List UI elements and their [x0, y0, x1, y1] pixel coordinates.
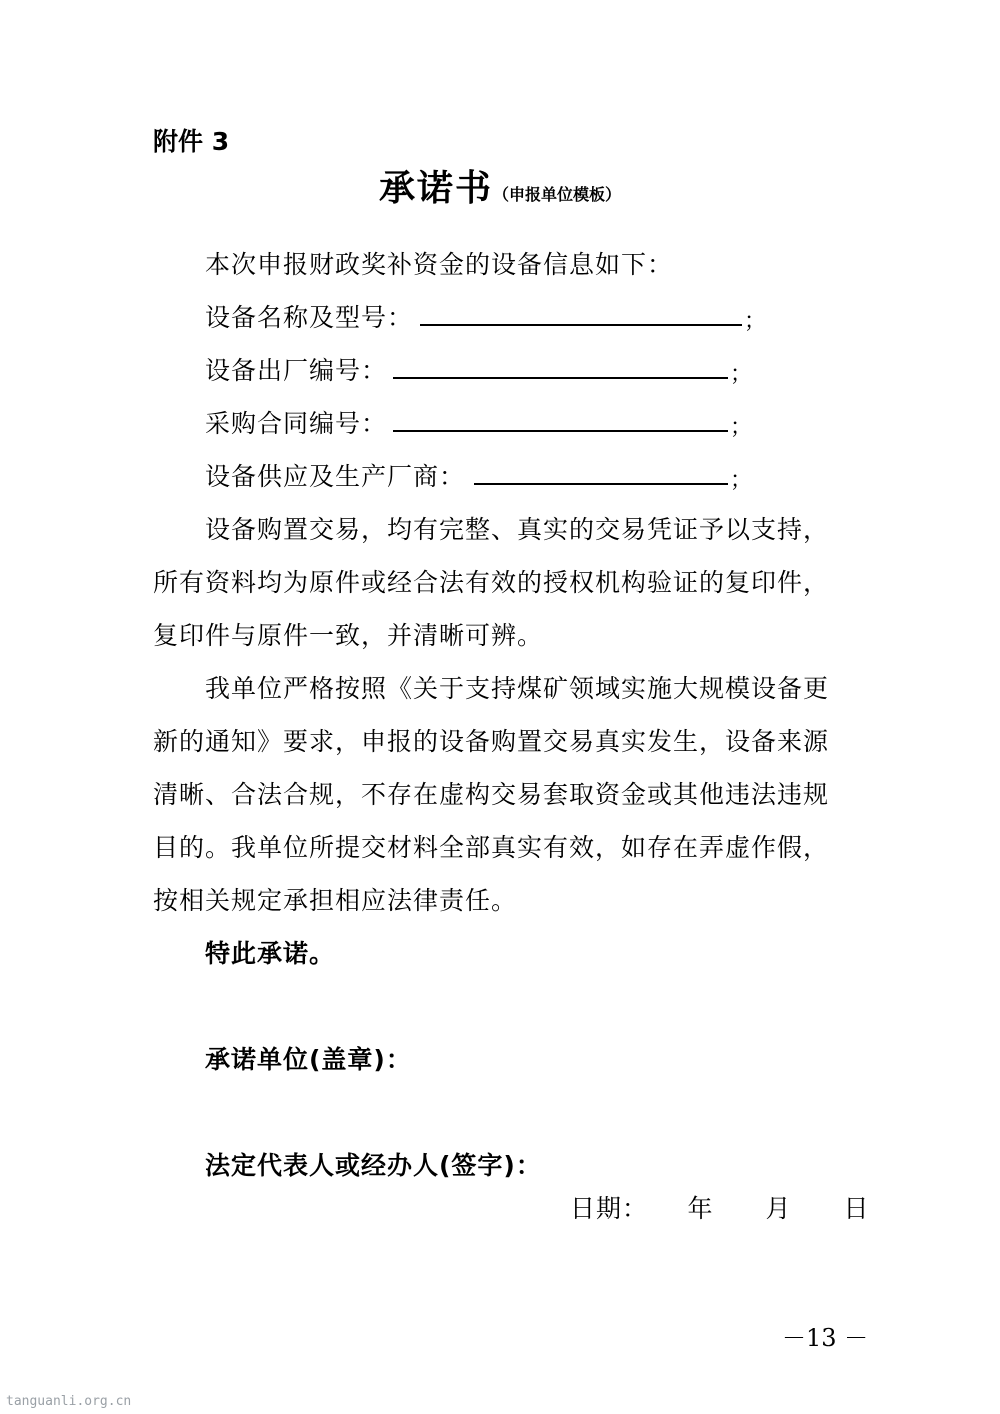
paragraph2-line: 目的。我单位所提交材料全部真实有效，如存在弄虚作假，: [153, 833, 830, 862]
field-end: ；: [730, 468, 753, 493]
sign-unit-label: 承诺单位(盖章)：: [205, 1045, 412, 1074]
paragraph2-line: 清晰、合法合规，不存在虚构交易套取资金或其他违法违规: [153, 780, 830, 809]
field-end: ；: [730, 362, 753, 387]
field-input-serial-number[interactable]: [393, 377, 728, 379]
field-end: ；: [744, 309, 767, 334]
paragraph1-line: 复印件与原件一致，并清晰可辨。: [153, 621, 544, 650]
paragraph2-line: 新的通知》要求，申报的设备购置交易真实发生，设备来源: [153, 727, 830, 756]
field-input-device-name[interactable]: [420, 324, 742, 326]
field-input-contract-number[interactable]: [393, 430, 728, 432]
date-line: 日期： 年 月 日: [570, 1194, 870, 1223]
paragraph2-line: 我单位严格按照《关于支持煤矿领域实施大规模设备更: [205, 674, 830, 703]
field-label-serial-number: 设备出厂编号：: [205, 356, 388, 385]
field-input-supplier[interactable]: [474, 483, 728, 485]
field-label-supplier: 设备供应及生产厂商：: [205, 462, 466, 491]
intro-text: 本次申报财政奖补资金的设备信息如下：: [205, 250, 674, 279]
paragraph1-line: 所有资料均为原件或经合法有效的授权机构验证的复印件，: [153, 568, 830, 597]
document-title: 承诺书: [378, 167, 493, 209]
document-subtitle: （申报单位模板）: [493, 185, 622, 204]
sign-representative-label: 法定代表人或经办人(签字)：: [205, 1151, 542, 1180]
watermark: tanguanli.org.cn: [6, 1394, 132, 1409]
field-label-contract-number: 采购合同编号：: [205, 409, 388, 438]
paragraph2-line: 按相关规定承担相应法律责任。: [153, 886, 518, 915]
field-end: ；: [730, 415, 753, 440]
paragraph1-line: 设备购置交易，均有完整、真实的交易凭证予以支持，: [205, 515, 830, 544]
attachment-label: 附件 3: [153, 127, 230, 156]
title-block: [0, 160, 1000, 211]
page-number: －13 －: [782, 1324, 869, 1352]
closing-statement: 特此承诺。: [205, 939, 336, 968]
field-label-device-name: 设备名称及型号：: [205, 303, 414, 332]
